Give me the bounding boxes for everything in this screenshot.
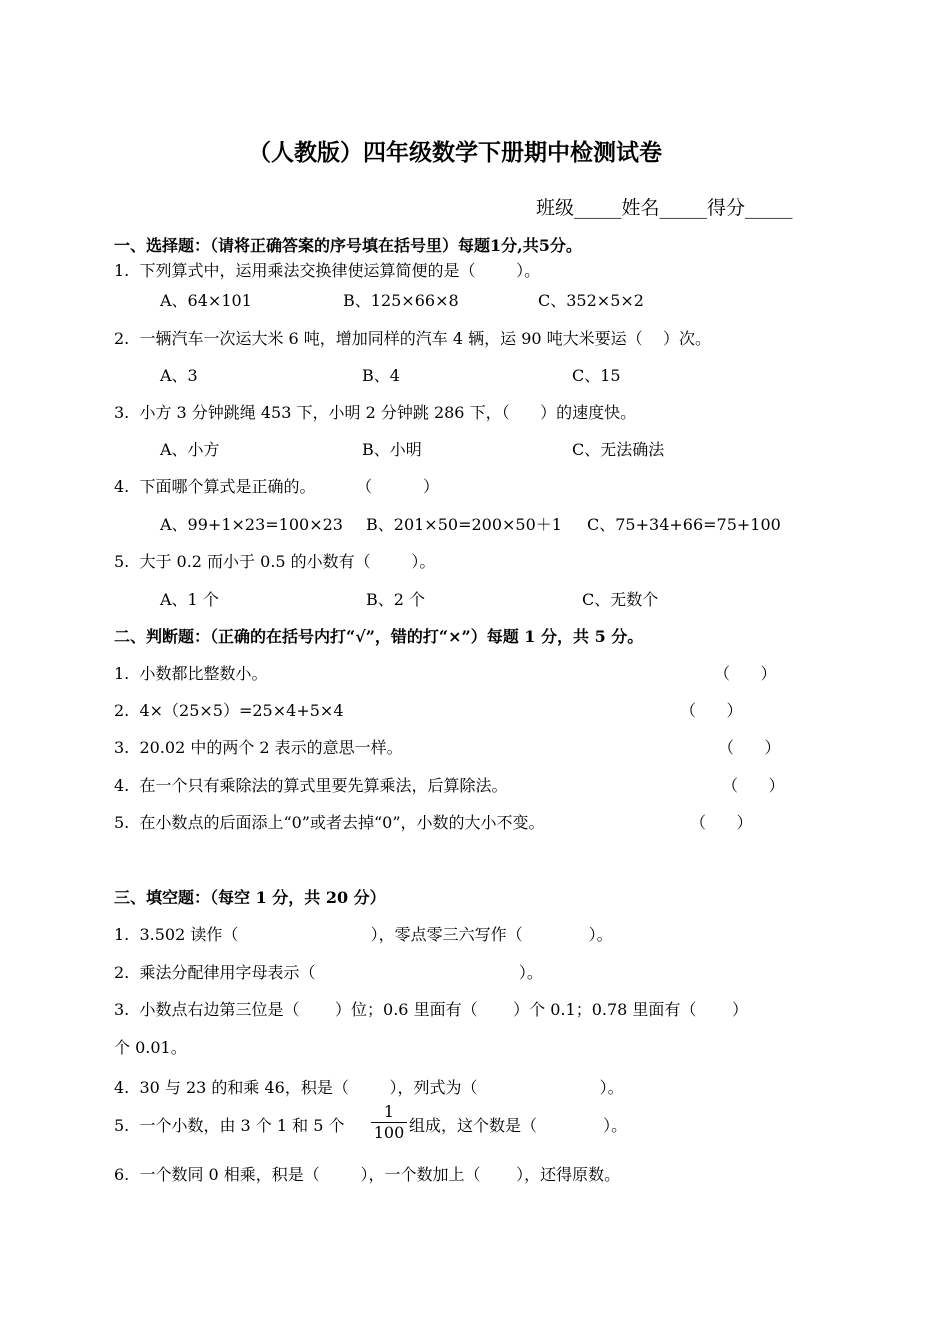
s3-question-6: 6. 一个数同 0 相乘，积是（ ），一个数加上（ ），还得原数。 (114, 1165, 621, 1184)
s1-question-1: 1. 下列算式中，运用乘法交换律使运算简便的是（ ）。 (114, 261, 541, 280)
section3-heading: 三、填空题：（每空 1 分，共 20 分） (114, 888, 386, 907)
s3-question-3-continued: 个 0.01。 (114, 1038, 187, 1057)
s3-question-5-suffix: 组成，这个数是（ ）。 (409, 1116, 628, 1135)
s1-q1-option-c: C、352×5×2 (538, 291, 644, 310)
s1-q3-option-a: A、小方 (160, 440, 220, 459)
s1-q2-option-a: A、3 (160, 366, 198, 385)
section2-heading: 二、判断题：（正确的在括号内打“√”，错的打“×”）每题 1 分，共 5 分。 (114, 627, 644, 646)
s1-q2-option-b: B、4 (362, 366, 400, 385)
s2-question-5: 5. 在小数点的后面添上“0”或者去掉“0”，小数的大小不变。 (114, 813, 545, 832)
s1-q3-option-b: B、小明 (362, 440, 422, 459)
s1-q5-option-c: C、无数个 (582, 590, 659, 609)
s1-q4-option-c: C、75+34+66=75+100 (587, 515, 781, 534)
s1-question-5: 5. 大于 0.2 而小于 0.5 的小数有（ ）。 (114, 552, 436, 571)
s1-question-2: 2. 一辆汽车一次运大米 6 吨，增加同样的汽车 4 辆，运 90 吨大米要运（ ）次。 (114, 329, 712, 348)
s3-question-5-prefix: 5. 一个小数，由 3 个 1 和 5 个 (114, 1116, 345, 1135)
fraction-one-hundredth (371, 1102, 407, 1143)
section1-heading: 一、选择题：（请将正确答案的序号填在括号里）每题1分,共5分。 (114, 236, 582, 255)
s1-q3-option-c: C、无法确法 (572, 440, 665, 459)
s2-q5-answer-bracket: （ ） (690, 813, 753, 832)
s2-question-4: 4. 在一个只有乘除法的算式里要先算乘法，后算除法。 (114, 776, 508, 795)
s2-q4-answer-bracket: （ ） (722, 776, 785, 795)
s3-question-4: 4. 30 与 23 的和乘 46，积是（ ），列式为（ ）。 (114, 1078, 624, 1097)
s2-question-1: 1. 小数都比整数小。 (114, 664, 268, 683)
s2-question-2: 2. 4×（25×5）=25×4+5×4 (114, 701, 344, 720)
fraction-numerator: 1 (371, 1102, 407, 1123)
s1-q5-option-b: B、2 个 (366, 590, 426, 609)
s2-q1-answer-bracket: （ ） (714, 664, 777, 683)
s2-q2-answer-bracket: （ ） (680, 701, 743, 720)
s1-q2-option-c: C、15 (572, 366, 621, 385)
s1-q4-option-b: B、201×50=200×50＋1 (366, 515, 562, 534)
s2-question-3: 3. 20.02 中的两个 2 表示的意思一样。 (114, 738, 403, 757)
s1-q1-option-a: A、64×101 (160, 291, 252, 310)
s1-q4-option-a: A、99+1×23=100×23 (160, 515, 343, 534)
fraction-denominator: 100 (373, 1123, 405, 1142)
s3-question-2: 2. 乘法分配律用字母表示（ ）。 (114, 963, 543, 982)
s1-q1-option-b: B、125×66×8 (343, 291, 459, 310)
s1-question-4: 4. 下面哪个算式是正确的。 （ ） (114, 477, 439, 496)
s3-question-3: 3. 小数点右边第三位是（ ）位；0.6 里面有（ ）个 0.1；0.78 里面有（ ） (114, 1000, 749, 1019)
s2-q3-answer-bracket: （ ） (718, 738, 781, 757)
s3-question-1: 1. 3.502 读作（ ），零点零三六写作（ ）。 (114, 925, 613, 944)
student-info-line: 班级_____姓名_____得分_____ (536, 197, 793, 219)
s1-q5-option-a: A、1 个 (160, 590, 219, 609)
s1-question-3: 3. 小方 3 分钟跳绳 453 下，小明 2 分钟跳 286 下，（ ）的速度快。 (114, 403, 637, 422)
page-title: （人教版）四年级数学下册期中检测试卷 (248, 139, 662, 166)
